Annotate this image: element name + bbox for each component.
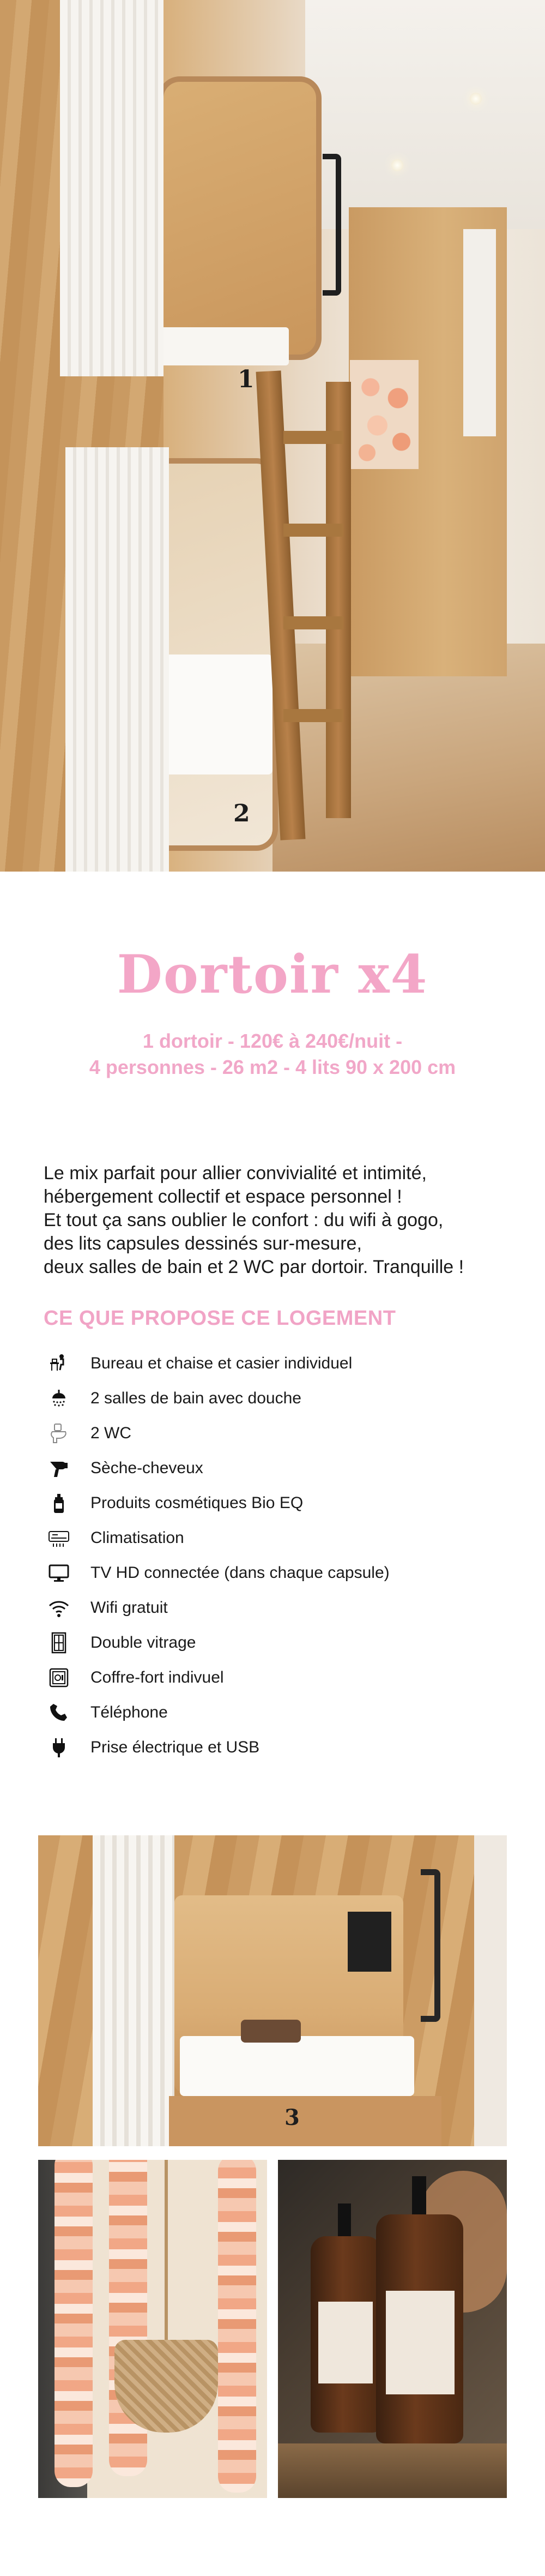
flower-garland: [55, 2160, 93, 2487]
decor-photo: [38, 2160, 267, 2498]
ladder-rung: [283, 616, 343, 629]
hero-photo: [0, 0, 545, 872]
listing-subtitle-line2: 4 personnes - 26 m2 - 4 lits 90 x 200 cm: [89, 1056, 456, 1078]
bottle-pump: [412, 2176, 426, 2220]
amenity-item: [44, 1521, 512, 1556]
wall-panel: [474, 1835, 507, 2146]
phone-icon: [44, 1702, 74, 1724]
amenities-heading: CE QUE PROPOSE CE LOGEMENT: [44, 1307, 396, 1330]
ladder-rung: [283, 524, 343, 537]
capsule-mattress: [180, 2036, 414, 2096]
description-line: deux salles de bain et 2 WC par dortoir. Tranquille !: [44, 1257, 464, 1277]
amenity-item: [44, 1346, 512, 1381]
amenity-item: [44, 1416, 512, 1451]
capsule-curtain: [93, 1835, 174, 2146]
capsule-number: 1: [238, 365, 255, 393]
capsule-number: 2: [233, 800, 250, 827]
amenity-label: Téléphone: [90, 1703, 168, 1721]
double-glazing-icon: [44, 1632, 74, 1654]
cosmetics-photo: [278, 2160, 507, 2498]
amenities-list: [44, 1346, 512, 1765]
hairdryer-icon: [44, 1457, 74, 1479]
amenity-label: Sèche-cheveux: [90, 1459, 203, 1477]
basket-rope: [165, 2160, 168, 2345]
amenity-label: Climatisation: [90, 1529, 184, 1547]
listing-description: [44, 1162, 512, 1279]
amenity-item: [44, 1590, 512, 1625]
amenity-label: Bureau et chaise et casier individuel: [90, 1354, 353, 1372]
listing-subtitle-line1: 1 dortoir - 120€ à 240€/nuit -: [142, 1030, 403, 1052]
capsule-curtain: [65, 447, 169, 872]
air-conditioning-icon: [44, 1527, 74, 1549]
amenity-item: [44, 1660, 512, 1695]
amenity-item: [44, 1451, 512, 1486]
capsule-upper: [158, 76, 322, 360]
capsule-number: 3: [284, 2105, 300, 2130]
tv-icon: [44, 1562, 74, 1584]
plug-icon: [44, 1737, 74, 1758]
flower-garland: [218, 2160, 256, 2493]
grab-handle: [323, 154, 341, 296]
description-line: Et tout ça sans oublier le confort : du wifi à gogo,: [44, 1210, 444, 1230]
amenity-label: TV HD connectée (dans chaque capsule): [90, 1564, 390, 1582]
amenity-label: Double vitrage: [90, 1634, 196, 1652]
toilet-icon: [44, 1422, 74, 1444]
amenity-label: Produits cosmétiques Bio EQ: [90, 1494, 304, 1512]
ladder-rail: [326, 382, 351, 818]
far-capsule-curtain: [463, 229, 496, 436]
ceiling-lamp: [391, 159, 403, 171]
grab-handle: [421, 1869, 440, 2022]
description-line: hébergement collectif et espace personnel !: [44, 1186, 402, 1207]
description-line: Le mix parfait pour allier convivialité et intimité,: [44, 1163, 427, 1184]
amenity-item: [44, 1381, 512, 1416]
amenity-label: 2 salles de bain avec douche: [90, 1389, 301, 1407]
wooden-shelf: [278, 2443, 507, 2498]
amenity-item: [44, 1730, 512, 1765]
ladder-rung: [283, 431, 343, 444]
capsule-pillow: [241, 2020, 301, 2043]
description-line: des lits capsules dessinés sur-mesure,: [44, 1233, 362, 1254]
amenity-item: [44, 1486, 512, 1521]
wicker-basket: [114, 2340, 218, 2433]
listing-title: Dortoir x4: [117, 944, 428, 1005]
safe-icon: [44, 1667, 74, 1689]
capsule-mattress: [158, 327, 289, 365]
desk-icon: [44, 1353, 74, 1374]
capsule-bed-photo: [38, 1835, 507, 2146]
amenity-item: [44, 1556, 512, 1590]
amenity-item: [44, 1625, 512, 1660]
flower-garland: [350, 360, 419, 469]
ceiling-lamp: [470, 93, 482, 105]
amenity-label: Wifi gratuit: [90, 1599, 168, 1617]
capsule-curtain: [60, 0, 164, 376]
shower-icon: [44, 1388, 74, 1409]
ladder-rung: [283, 709, 343, 722]
cosmetics-icon: [44, 1492, 74, 1514]
capsule-frame: [169, 2096, 441, 2146]
amenity-label: Prise électrique et USB: [90, 1738, 260, 1756]
amenity-label: 2 WC: [90, 1424, 131, 1442]
wooden-floor: [272, 644, 545, 872]
amenity-label: Coffre-fort indivuel: [90, 1668, 224, 1686]
bottle-label: [386, 2291, 455, 2394]
capsule-tv: [348, 1912, 391, 1972]
bottle-label: [318, 2302, 373, 2383]
wifi-icon: [44, 1597, 74, 1619]
amenity-item: [44, 1695, 512, 1730]
flower-garland: [109, 2160, 147, 2476]
ceiling: [305, 0, 545, 229]
